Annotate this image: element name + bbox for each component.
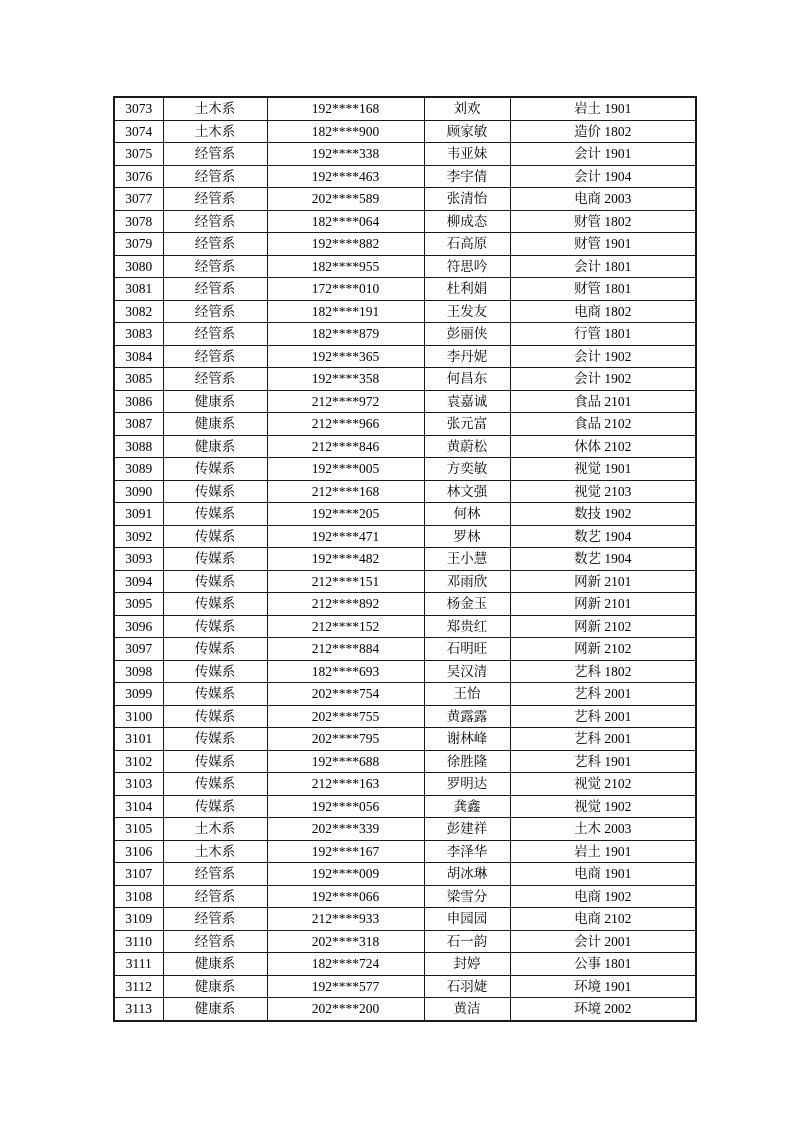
cell-department: 经管系: [163, 863, 267, 886]
cell-phone: 202****755: [267, 705, 424, 728]
table-row: [114, 593, 696, 616]
cell-department: 传媒系: [163, 525, 267, 548]
table-row: [114, 660, 696, 683]
table-row: [114, 998, 696, 1021]
cell-class: 电商 1901: [510, 863, 696, 886]
cell-phone: 182****693: [267, 660, 424, 683]
cell-department: 传媒系: [163, 705, 267, 728]
cell-class: 食品 2102: [510, 413, 696, 436]
cell-id: 3075: [114, 143, 163, 166]
table-row: [114, 795, 696, 818]
cell-class: 电商 1902: [510, 885, 696, 908]
cell-name: 袁嘉诚: [424, 390, 510, 413]
table-row: [114, 750, 696, 773]
cell-department: 经管系: [163, 278, 267, 301]
cell-department: 传媒系: [163, 773, 267, 796]
cell-class: 网新 2102: [510, 615, 696, 638]
cell-class: 环境 1901: [510, 975, 696, 998]
cell-class: 艺科 2001: [510, 728, 696, 751]
table-row: [114, 773, 696, 796]
cell-name: 李丹妮: [424, 345, 510, 368]
cell-phone: 212****966: [267, 413, 424, 436]
cell-name: 罗林: [424, 525, 510, 548]
cell-id: 3111: [114, 953, 163, 976]
cell-name: 张元富: [424, 413, 510, 436]
cell-id: 3080: [114, 255, 163, 278]
cell-class: 会计 1901: [510, 143, 696, 166]
cell-phone: 212****152: [267, 615, 424, 638]
cell-class: 财管 1801: [510, 278, 696, 301]
cell-department: 健康系: [163, 975, 267, 998]
cell-class: 会计 2001: [510, 930, 696, 953]
cell-phone: 192****056: [267, 795, 424, 818]
table-row: [114, 323, 696, 346]
cell-department: 经管系: [163, 885, 267, 908]
cell-phone: 192****577: [267, 975, 424, 998]
cell-phone: 212****151: [267, 570, 424, 593]
table-row: [114, 255, 696, 278]
cell-department: 经管系: [163, 345, 267, 368]
cell-phone: 192****205: [267, 503, 424, 526]
cell-id: 3095: [114, 593, 163, 616]
cell-department: 传媒系: [163, 683, 267, 706]
cell-id: 3085: [114, 368, 163, 391]
cell-class: 艺科 1802: [510, 660, 696, 683]
cell-class: 电商 2003: [510, 188, 696, 211]
cell-class: 视觉 1902: [510, 795, 696, 818]
cell-name: 顾家敏: [424, 120, 510, 143]
table-row: [114, 885, 696, 908]
table-row: [114, 435, 696, 458]
table-row: [114, 908, 696, 931]
cell-class: 网新 2101: [510, 570, 696, 593]
cell-id: 3096: [114, 615, 163, 638]
cell-class: 土木 2003: [510, 818, 696, 841]
cell-name: 韦亚妹: [424, 143, 510, 166]
cell-phone: 212****892: [267, 593, 424, 616]
cell-department: 经管系: [163, 165, 267, 188]
cell-department: 传媒系: [163, 750, 267, 773]
cell-id: 3079: [114, 233, 163, 256]
table-row: [114, 953, 696, 976]
table-row: [114, 638, 696, 661]
cell-department: 传媒系: [163, 503, 267, 526]
cell-phone: 192****167: [267, 840, 424, 863]
cell-id: 3112: [114, 975, 163, 998]
cell-id: 3090: [114, 480, 163, 503]
cell-id: 3089: [114, 458, 163, 481]
cell-department: 传媒系: [163, 615, 267, 638]
cell-id: 3088: [114, 435, 163, 458]
table-row: [114, 930, 696, 953]
cell-id: 3097: [114, 638, 163, 661]
cell-class: 公事 1801: [510, 953, 696, 976]
table-row: [114, 233, 696, 256]
cell-phone: 192****882: [267, 233, 424, 256]
cell-name: 黄蔚松: [424, 435, 510, 458]
cell-class: 环境 2002: [510, 998, 696, 1021]
cell-class: 会计 1801: [510, 255, 696, 278]
cell-id: 3103: [114, 773, 163, 796]
table-row: [114, 728, 696, 751]
table-row: [114, 818, 696, 841]
cell-id: 3094: [114, 570, 163, 593]
table-row: [114, 458, 696, 481]
table-row: [114, 120, 696, 143]
cell-name: 黄露露: [424, 705, 510, 728]
cell-class: 视觉 1901: [510, 458, 696, 481]
cell-phone: 192****482: [267, 548, 424, 571]
cell-class: 数艺 1904: [510, 525, 696, 548]
cell-name: 胡冰琳: [424, 863, 510, 886]
cell-id: 3087: [114, 413, 163, 436]
cell-class: 艺科 2001: [510, 705, 696, 728]
table-row: [114, 97, 696, 120]
cell-department: 传媒系: [163, 480, 267, 503]
cell-phone: 192****066: [267, 885, 424, 908]
cell-phone: 202****754: [267, 683, 424, 706]
cell-phone: 182****064: [267, 210, 424, 233]
cell-name: 王怡: [424, 683, 510, 706]
cell-phone: 182****955: [267, 255, 424, 278]
cell-department: 经管系: [163, 210, 267, 233]
table-row: [114, 503, 696, 526]
cell-phone: 182****191: [267, 300, 424, 323]
cell-class: 艺科 2001: [510, 683, 696, 706]
cell-class: 视觉 2103: [510, 480, 696, 503]
cell-id: 3086: [114, 390, 163, 413]
cell-name: 申园园: [424, 908, 510, 931]
cell-id: 3093: [114, 548, 163, 571]
cell-id: 3083: [114, 323, 163, 346]
cell-department: 经管系: [163, 233, 267, 256]
cell-phone: 182****900: [267, 120, 424, 143]
cell-id: 3082: [114, 300, 163, 323]
cell-name: 石羽婕: [424, 975, 510, 998]
cell-class: 会计 1902: [510, 345, 696, 368]
cell-phone: 202****318: [267, 930, 424, 953]
cell-phone: 202****200: [267, 998, 424, 1021]
table-row: [114, 210, 696, 233]
cell-class: 会计 1902: [510, 368, 696, 391]
cell-department: 健康系: [163, 435, 267, 458]
cell-phone: 202****339: [267, 818, 424, 841]
cell-phone: 192****471: [267, 525, 424, 548]
cell-phone: 212****168: [267, 480, 424, 503]
cell-phone: 192****009: [267, 863, 424, 886]
cell-phone: 192****358: [267, 368, 424, 391]
cell-class: 视觉 2102: [510, 773, 696, 796]
table-row: [114, 570, 696, 593]
cell-name: 杜利娟: [424, 278, 510, 301]
cell-class: 数艺 1904: [510, 548, 696, 571]
cell-name: 张清怡: [424, 188, 510, 211]
cell-name: 龚鑫: [424, 795, 510, 818]
cell-class: 数技 1902: [510, 503, 696, 526]
cell-department: 传媒系: [163, 660, 267, 683]
cell-name: 王小慧: [424, 548, 510, 571]
cell-phone: 212****884: [267, 638, 424, 661]
cell-name: 封婷: [424, 953, 510, 976]
table-row: [114, 840, 696, 863]
cell-class: 艺科 1901: [510, 750, 696, 773]
cell-phone: 202****589: [267, 188, 424, 211]
cell-name: 柳成态: [424, 210, 510, 233]
cell-phone: 212****846: [267, 435, 424, 458]
cell-name: 杨金玉: [424, 593, 510, 616]
cell-id: 3092: [114, 525, 163, 548]
cell-id: 3102: [114, 750, 163, 773]
cell-name: 谢林峰: [424, 728, 510, 751]
table-row: [114, 300, 696, 323]
cell-name: 李泽华: [424, 840, 510, 863]
student-roster-table: [113, 96, 697, 1022]
cell-id: 3081: [114, 278, 163, 301]
table-row: [114, 390, 696, 413]
cell-class: 财管 1802: [510, 210, 696, 233]
cell-class: 岩土 1901: [510, 97, 696, 120]
table-row: [114, 705, 696, 728]
table-row: [114, 615, 696, 638]
cell-name: 邓雨欣: [424, 570, 510, 593]
cell-department: 传媒系: [163, 570, 267, 593]
table-row: [114, 413, 696, 436]
cell-department: 经管系: [163, 930, 267, 953]
cell-name: 梁雪分: [424, 885, 510, 908]
table-row: [114, 278, 696, 301]
cell-department: 传媒系: [163, 638, 267, 661]
cell-department: 经管系: [163, 908, 267, 931]
cell-department: 健康系: [163, 413, 267, 436]
table-row: [114, 188, 696, 211]
cell-department: 传媒系: [163, 795, 267, 818]
cell-name: 吴汉清: [424, 660, 510, 683]
cell-class: 电商 2102: [510, 908, 696, 931]
cell-id: 3105: [114, 818, 163, 841]
cell-class: 会计 1904: [510, 165, 696, 188]
cell-phone: 172****010: [267, 278, 424, 301]
cell-phone: 182****879: [267, 323, 424, 346]
cell-phone: 192****365: [267, 345, 424, 368]
cell-department: 经管系: [163, 368, 267, 391]
cell-name: 林文强: [424, 480, 510, 503]
cell-phone: 212****163: [267, 773, 424, 796]
cell-department: 土木系: [163, 120, 267, 143]
cell-name: 李宇倩: [424, 165, 510, 188]
cell-id: 3100: [114, 705, 163, 728]
cell-phone: 192****005: [267, 458, 424, 481]
cell-class: 网新 2101: [510, 593, 696, 616]
cell-phone: 192****463: [267, 165, 424, 188]
cell-name: 石高原: [424, 233, 510, 256]
cell-phone: 192****338: [267, 143, 424, 166]
cell-class: 行管 1801: [510, 323, 696, 346]
cell-name: 郑贵红: [424, 615, 510, 638]
cell-id: 3107: [114, 863, 163, 886]
cell-department: 传媒系: [163, 728, 267, 751]
table-row: [114, 683, 696, 706]
table-row: [114, 480, 696, 503]
cell-id: 3099: [114, 683, 163, 706]
cell-department: 经管系: [163, 300, 267, 323]
cell-class: 休体 2102: [510, 435, 696, 458]
cell-class: 岩土 1901: [510, 840, 696, 863]
cell-id: 3091: [114, 503, 163, 526]
cell-name: 罗明达: [424, 773, 510, 796]
cell-id: 3084: [114, 345, 163, 368]
student-roster-body: [114, 97, 696, 1021]
cell-name: 刘欢: [424, 97, 510, 120]
cell-department: 传媒系: [163, 593, 267, 616]
table-row: [114, 525, 696, 548]
cell-department: 健康系: [163, 998, 267, 1021]
cell-id: 3074: [114, 120, 163, 143]
cell-name: 彭丽侠: [424, 323, 510, 346]
cell-id: 3108: [114, 885, 163, 908]
cell-department: 土木系: [163, 97, 267, 120]
cell-name: 何林: [424, 503, 510, 526]
cell-id: 3106: [114, 840, 163, 863]
cell-id: 3109: [114, 908, 163, 931]
cell-name: 方奕敏: [424, 458, 510, 481]
cell-department: 健康系: [163, 953, 267, 976]
table-row: [114, 975, 696, 998]
cell-phone: 182****724: [267, 953, 424, 976]
cell-name: 石一韵: [424, 930, 510, 953]
cell-department: 经管系: [163, 323, 267, 346]
cell-id: 3078: [114, 210, 163, 233]
cell-name: 黄洁: [424, 998, 510, 1021]
cell-phone: 202****795: [267, 728, 424, 751]
cell-class: 财管 1901: [510, 233, 696, 256]
cell-department: 传媒系: [163, 548, 267, 571]
cell-name: 石明旺: [424, 638, 510, 661]
cell-department: 健康系: [163, 390, 267, 413]
cell-id: 3098: [114, 660, 163, 683]
table-row: [114, 863, 696, 886]
cell-phone: 212****972: [267, 390, 424, 413]
table-row: [114, 345, 696, 368]
cell-id: 3110: [114, 930, 163, 953]
cell-id: 3073: [114, 97, 163, 120]
cell-phone: 192****168: [267, 97, 424, 120]
cell-class: 造价 1802: [510, 120, 696, 143]
cell-name: 何昌东: [424, 368, 510, 391]
cell-id: 3077: [114, 188, 163, 211]
cell-phone: 192****688: [267, 750, 424, 773]
cell-department: 传媒系: [163, 458, 267, 481]
cell-class: 电商 1802: [510, 300, 696, 323]
cell-class: 食品 2101: [510, 390, 696, 413]
table-row: [114, 143, 696, 166]
cell-phone: 212****933: [267, 908, 424, 931]
cell-name: 王发友: [424, 300, 510, 323]
cell-department: 经管系: [163, 255, 267, 278]
cell-class: 网新 2102: [510, 638, 696, 661]
cell-id: 3104: [114, 795, 163, 818]
cell-department: 经管系: [163, 143, 267, 166]
table-row: [114, 368, 696, 391]
cell-department: 土木系: [163, 840, 267, 863]
table-row: [114, 165, 696, 188]
table-row: [114, 548, 696, 571]
cell-name: 彭建祥: [424, 818, 510, 841]
cell-id: 3113: [114, 998, 163, 1021]
cell-name: 符思吟: [424, 255, 510, 278]
cell-name: 徐胜隆: [424, 750, 510, 773]
cell-department: 经管系: [163, 188, 267, 211]
cell-id: 3101: [114, 728, 163, 751]
cell-department: 土木系: [163, 818, 267, 841]
cell-id: 3076: [114, 165, 163, 188]
